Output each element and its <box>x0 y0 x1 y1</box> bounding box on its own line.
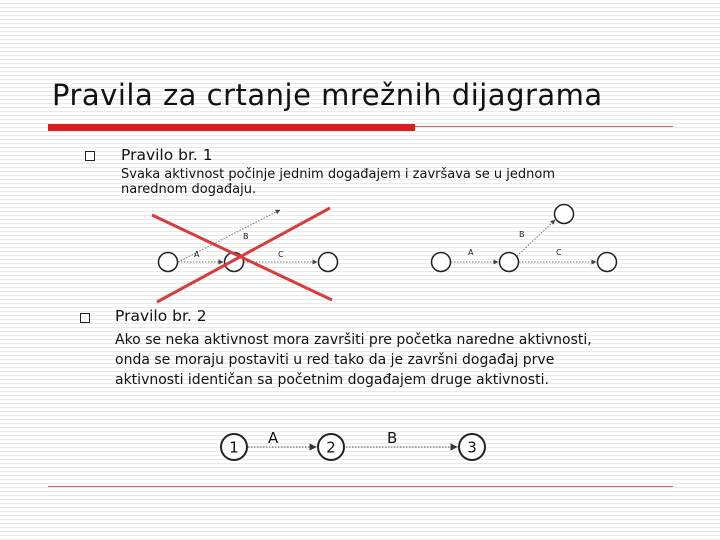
slide-title: Pravila za crtanje mrežnih dijagrama <box>52 78 603 112</box>
sequential-network-diagram <box>221 429 485 460</box>
activity-label: B <box>243 232 249 241</box>
node-number: 3 <box>467 438 477 457</box>
footer-divider <box>48 486 673 487</box>
activity-label: B <box>387 429 398 447</box>
event-node <box>500 253 519 272</box>
rule2-text-line1: Ako se neka aktivnost mora završiti pre početka naredne aktivnosti, <box>115 332 592 348</box>
correct-network-diagram <box>432 205 617 272</box>
rule1-text-line1: Svaka aktivnost počinje jednim događajem i završava se u jednom <box>121 167 556 182</box>
activity-label: C <box>556 248 562 257</box>
rule2-text-line2: onda se moraju postaviti u red tako da je završni događaj prve <box>115 352 555 368</box>
event-node <box>319 253 338 272</box>
activity-label: B <box>519 230 525 239</box>
rule1-heading: Pravilo br. 1 <box>121 146 213 164</box>
rule1-text-line2: narednom događaju. <box>121 182 257 197</box>
activity-label: A <box>268 429 279 447</box>
activity-label: C <box>278 250 284 259</box>
rule2-text-line3: aktivnosti identičan sa početnim događajem druge aktivnosti. <box>115 372 549 388</box>
wrong-network-diagram <box>152 208 338 302</box>
activity-label: A <box>468 248 474 257</box>
event-node <box>555 205 574 224</box>
activity-label: A <box>194 250 200 259</box>
node-number: 1 <box>229 438 239 457</box>
event-node <box>159 253 178 272</box>
event-node <box>598 253 617 272</box>
event-node <box>432 253 451 272</box>
node-number: 2 <box>326 438 336 457</box>
rule2-heading: Pravilo br. 2 <box>115 307 207 325</box>
